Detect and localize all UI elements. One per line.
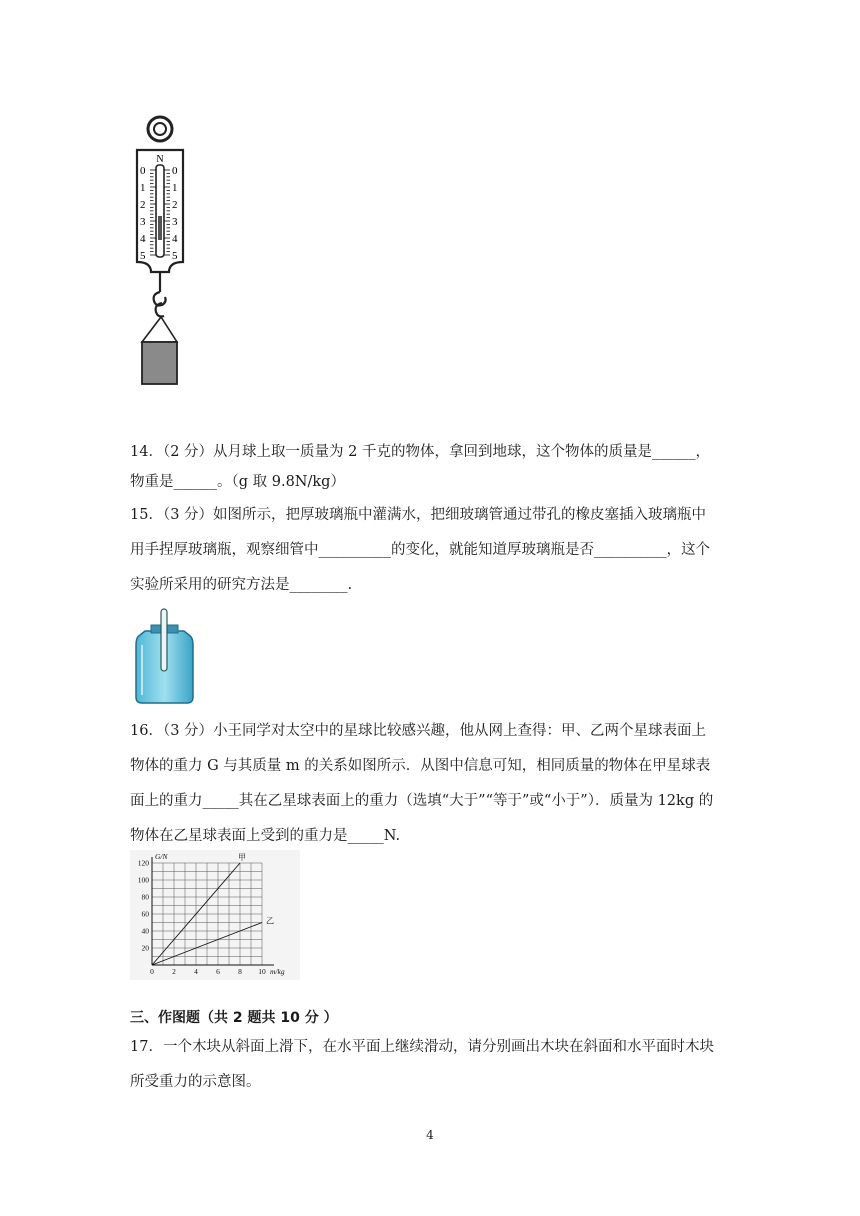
series-label: 乙 (266, 916, 274, 926)
scale-tick-right: 2 (172, 199, 178, 211)
scale-tick-left: 4 (140, 233, 146, 245)
q16-line4: 物体在乙星球表面上受到的重力是_____N. (130, 828, 401, 844)
series-label: 甲 (238, 853, 246, 862)
scale-tick-right: 3 (172, 216, 178, 228)
spring-scale-figure (125, 112, 195, 392)
x-tick-label: 10 (258, 967, 266, 976)
scale-tick-right: 5 (172, 250, 178, 262)
x-tick-label: 8 (238, 967, 242, 976)
q15-line3: 实验所采用的研究方法是________. (130, 577, 353, 593)
scale-tick-left: 5 (140, 250, 146, 262)
scale-unit: N (156, 154, 164, 165)
q16-line1: 16．（3 分）小王同学对太空中的星球比较感兴趣，他从网上查得：甲、乙两个星球表面上 (130, 723, 707, 739)
y-tick-label: 20 (141, 943, 149, 953)
scale-tick-left: 0 (140, 165, 146, 177)
q16-line3: 面上的重力_____其在乙星球表面上的重力（选填“大于”“等于”或“小于”）．质量为 12kg 的 (130, 793, 714, 809)
x-tick-label: 0 (150, 967, 154, 976)
x-tick-label: 2 (172, 967, 176, 976)
scale-tick-left: 2 (140, 199, 146, 211)
q15-line2: 用手捏厚玻璃瓶，观察细管中__________的变化，就能知道厚玻璃瓶是否__________，这个 (130, 542, 710, 558)
y-tick-label: 60 (141, 909, 149, 919)
q15-line1: 15．（3 分）如图所示，把厚玻璃瓶中灌满水，把细玻璃管通过带孔的橡皮塞插入玻璃瓶中 (130, 507, 707, 523)
x-axis-label: m/kg (270, 967, 285, 976)
q16-line2: 物体的重力 G 与其质量 m 的关系如图所示．从图中信息可知，相同质量的物体在甲星球表 (130, 758, 711, 774)
glass-bottle-figure (132, 605, 197, 705)
y-tick-label: 80 (141, 892, 149, 902)
scale-tick-right: 1 (172, 182, 178, 194)
q14-line1: 14．（2 分）从月球上取一质量为 2 千克的物体，拿回到地球，这个物体的质量是______， (130, 444, 710, 460)
y-axis-label: G/N (155, 852, 168, 861)
y-tick-label: 100 (137, 875, 149, 885)
q14-line2: 物重是______。（g 取 9.8N/kg） (130, 474, 345, 490)
page-number: 4 (426, 1128, 434, 1142)
scale-tick-left: 1 (140, 182, 146, 194)
g-m-chart (130, 850, 300, 980)
scale-tick-right: 0 (172, 165, 178, 177)
scale-tick-right: 4 (172, 233, 178, 245)
section-3-heading: 三、作图题（共 2 题共 10 分 ） (130, 1010, 338, 1026)
x-tick-label: 4 (194, 967, 198, 976)
q17-line2: 所受重力的示意图。 (130, 1074, 261, 1090)
q17-line1: 17．一个木块从斜面上滑下，在水平面上继续滑动，请分别画出木块在斜面和水平面时木块 (130, 1039, 714, 1055)
scale-tick-left: 3 (140, 216, 146, 228)
y-tick-label: 120 (137, 858, 149, 868)
x-tick-label: 6 (216, 967, 220, 976)
y-tick-label: 40 (141, 926, 149, 936)
